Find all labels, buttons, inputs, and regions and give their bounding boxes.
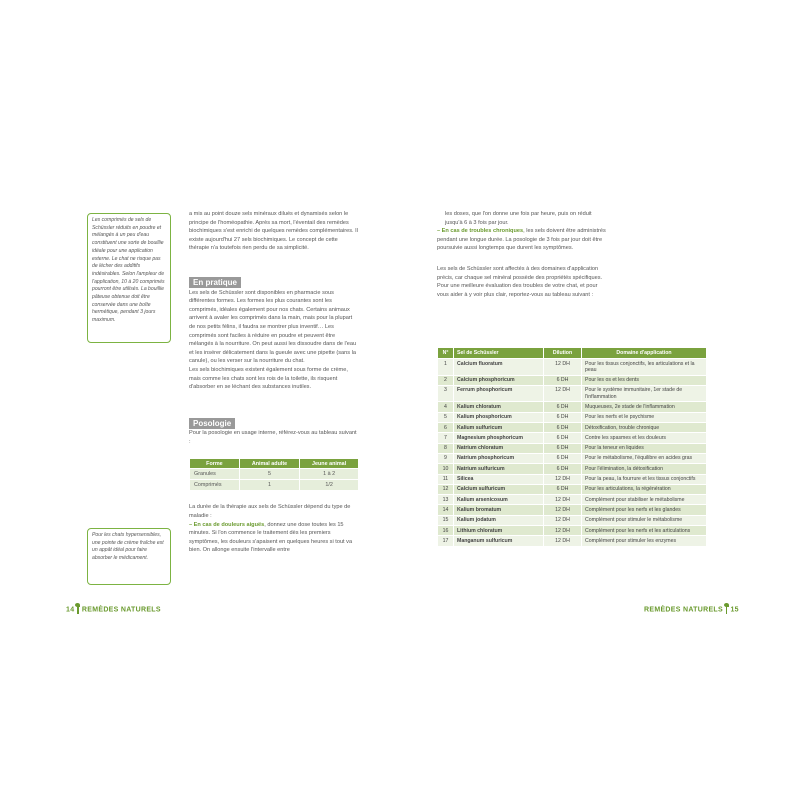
footer-left xyxy=(66,605,161,614)
salts-header-name: Sel de Schüssler xyxy=(454,348,544,359)
table-cell: Pour les articulations, la régénération xyxy=(582,484,707,494)
table-cell: 14 xyxy=(438,505,454,515)
table-cell: 17 xyxy=(438,536,454,546)
heading-posologie: Posologie xyxy=(189,418,235,429)
heading-en-pratique: En pratique xyxy=(189,277,241,288)
bullet-acute xyxy=(189,521,359,555)
table-row xyxy=(438,423,707,433)
table-cell: Kalium phosphoricum xyxy=(454,412,544,422)
table-cell: 9 xyxy=(438,453,454,463)
table-cell: 12 DH xyxy=(544,515,582,525)
table-cell: Kalium chloratum xyxy=(454,402,544,412)
table-cell: 11 xyxy=(438,474,454,484)
leaf-icon xyxy=(726,605,728,614)
table-cell: 3 xyxy=(438,385,454,402)
table-cell: Natrium sulfuricum xyxy=(454,464,544,474)
table-cell: 15 xyxy=(438,515,454,525)
poso-header-adulte: Animal adulte xyxy=(239,459,299,469)
table-cell: 10 xyxy=(438,464,454,474)
salts-header-domain: Domaine d'application xyxy=(582,348,707,359)
table-cell: 6 DH xyxy=(544,464,582,474)
table-cell: 12 DH xyxy=(544,385,582,402)
table-cell: 12 xyxy=(438,484,454,494)
table-cell: Pour le système immunitaire, 1er stade de l'inflammation xyxy=(582,385,707,402)
table-row xyxy=(190,480,359,491)
table-cell: Lithium chloratum xyxy=(454,526,544,536)
table-cell: Pour la peau, la fourrure et les tissus conjonctifs xyxy=(582,474,707,484)
table-cell: Manganum sulfuricum xyxy=(454,536,544,546)
table-cell: Pour la teneur en liquides xyxy=(582,443,707,453)
table-cell: 12 DH xyxy=(544,526,582,536)
table-row xyxy=(438,433,707,443)
table-cell: Complément pour stimuler le métabolisme xyxy=(582,515,707,525)
table-cell: 12 DH xyxy=(544,495,582,505)
bullet-acute-head: – En cas de douleurs aiguës xyxy=(189,521,265,528)
leaf-icon xyxy=(77,605,79,614)
table-cell: Calcium sulfuricum xyxy=(454,484,544,494)
table-row xyxy=(438,526,707,536)
bullet-chronic-head: – En cas de troubles chroniques xyxy=(437,228,524,235)
footer-title-right: REMÈDES NATURELS xyxy=(644,606,723,614)
table-cell: Complément pour stabiliser le métabolisme xyxy=(582,495,707,505)
pratique-paragraph-2: Les sels biochimiques existent également sous forme de crème, mais comme les chats sont les rois de la toilette, ils risquent d'absorber en se léchant des substances inutiles. xyxy=(189,366,348,391)
table-cell: Détoxification, trouble chronique xyxy=(582,423,707,433)
table-cell: 6 DH xyxy=(544,423,582,433)
salts-header-dilution: Dilution xyxy=(544,348,582,359)
table-cell: Pour les tissus conjonctifs, les articulations et la peau xyxy=(582,359,707,376)
table-cell: Ferrum phosphoricum xyxy=(454,385,544,402)
table-row xyxy=(438,505,707,515)
poso-header-jeune: Jeune animal xyxy=(300,459,359,469)
table-cell: 1 xyxy=(438,359,454,376)
table-cell: 5 xyxy=(438,412,454,422)
table-cell: 13 xyxy=(438,495,454,505)
footer-right xyxy=(644,605,739,614)
table-cell: Granules xyxy=(190,469,240,480)
sidebar-note-text: Pour les chats hypersensibles, une pointe de crème fraîche est un appât idéal pour faire absorber le médicament. xyxy=(92,532,164,562)
table-cell: 6 DH xyxy=(544,402,582,412)
table-cell: Magnesium phosphoricum xyxy=(454,433,544,443)
table-row xyxy=(438,495,707,505)
table-cell: Complément pour les nerfs et les glandes xyxy=(582,505,707,515)
duree-intro: La durée de la thérapie aux sels de Schüssler dépend du type de maladie : xyxy=(189,504,351,520)
posologie-intro: Pour la posologie en usage interne, référez-vous au tableau suivant : xyxy=(189,430,357,445)
table-row xyxy=(438,402,707,412)
table-cell: Kalium arsenicosum xyxy=(454,495,544,505)
table-row xyxy=(438,464,707,474)
table-cell: 6 DH xyxy=(544,443,582,453)
table-cell: 12 DH xyxy=(544,505,582,515)
table-cell: Comprimés xyxy=(190,480,240,491)
bullet-chronic-text: , les sels doivent être administrés pendant une longue durée. La posologie de 3 fois par jour doit être poursuivie aussi longtemps que durent les symptômes. xyxy=(437,228,606,252)
pratique-paragraph-1: Les sels de Schüssler sont disponibles en pharmacie sous différentes formes. Les formes les plus courantes sont les comprimés, idéales également pour nos chats. Certains animaux arrivent à avaler les comprimés dans la main, mais pour la plupart de nos petits félins, il faudra se montrer plus inventif… Les comprimés sont faciles à réduire en poudre et peuvent être mélangés à la nourriture. On peut aussi les dissoudre dans de l'eau et les insérer délicatement dans la gueule avec une pipette (sans la canule), ou les verser sur la nourriture du chat. xyxy=(189,289,357,365)
table-cell: Pour le métabolisme, l'équilibre en acides gras xyxy=(582,453,707,463)
table-row xyxy=(438,412,707,422)
table-cell: Kalium sulfuricum xyxy=(454,423,544,433)
footer-title-left: REMÈDES NATURELS xyxy=(81,606,161,614)
table-row xyxy=(438,453,707,463)
page-number-left: 14 xyxy=(66,606,75,614)
table-cell: Kalium jodatum xyxy=(454,515,544,525)
sidebar-note-cream xyxy=(87,528,171,585)
table-row xyxy=(438,359,707,376)
table-cell: Silicea xyxy=(454,474,544,484)
left-column xyxy=(189,210,359,555)
table-row xyxy=(190,469,359,480)
table-row xyxy=(438,385,707,402)
table-cell: Contre les spasmes et les douleurs xyxy=(582,433,707,443)
table-cell: Pour les nerfs et le psychisme xyxy=(582,412,707,422)
table-cell: Muqueuses, 2e stade de l'inflammation xyxy=(582,402,707,412)
table-row xyxy=(438,443,707,453)
table-cell: Complément pour les nerfs et les articulations xyxy=(582,526,707,536)
salts-header-num: N° xyxy=(438,348,454,359)
table-row xyxy=(438,536,707,546)
table-cell: Calcium phosphoricum xyxy=(454,375,544,385)
table-cell: 7 xyxy=(438,433,454,443)
table-row xyxy=(438,474,707,484)
table-row xyxy=(438,375,707,385)
table-cell: 2 xyxy=(438,375,454,385)
page-number-right: 15 xyxy=(730,606,739,614)
continuation-paragraph: les doses, que l'on donne une fois par heure, puis on réduit jusqu'à 6 à 3 fois par jour. xyxy=(445,211,592,226)
table-cell: 12 DH xyxy=(544,359,582,376)
posology-table xyxy=(189,458,359,491)
table-row xyxy=(438,515,707,525)
table-cell: Pour les os et les dents xyxy=(582,375,707,385)
table-cell: 5 xyxy=(239,469,299,480)
table-cell: Kalium bromatum xyxy=(454,505,544,515)
table-cell: Complément pour stimuler les enzymes xyxy=(582,536,707,546)
table-cell: 6 DH xyxy=(544,433,582,443)
poso-header-forme: Forme xyxy=(190,459,240,469)
table-cell: 4 xyxy=(438,402,454,412)
table-cell: Pour l'élimination, la détoxification xyxy=(582,464,707,474)
table-cell: 6 DH xyxy=(544,375,582,385)
table-cell: 6 DH xyxy=(544,412,582,422)
table-cell: 12 DH xyxy=(544,474,582,484)
sidebar-note-powder xyxy=(87,213,171,343)
schussler-salts-table xyxy=(437,347,707,547)
table-cell: 1/2 xyxy=(300,480,359,491)
table-cell: 6 DH xyxy=(544,453,582,463)
right-column-text xyxy=(437,210,609,299)
table-cell: Natrium phosphoricum xyxy=(454,453,544,463)
intro-paragraph: a mis au point douze sels minéraux dilués et dynamisés selon le principe de l'homéopathie. Après sa mort, l'éventail des remèdes biochimiques s'est enrichi de quelques remèdes complémentaires. Il existe aujourd'hui 27 sels biochimiques. Le concept de cette thérapie n'a toutefois rien perdu de sa simplicité. xyxy=(189,211,358,252)
table-cell: 8 xyxy=(438,443,454,453)
table-row xyxy=(438,484,707,494)
table-cell: 1 xyxy=(239,480,299,491)
sidebar-note-text: Les comprimés de sels de Schüssler réduits en poudre et mélangés à un peu d'eau constituent une sorte de bouillie idéale pour une application externe. Le chat ne risque pas de lécher des additifs indésirables. Selon l'ampleur de l'application, 10 à 20 comprimés pourront être utilisés. La bouillie pâteuse obtenue doit être conservée dans une boîte hermétique, pendant 3 jours maximum. xyxy=(92,217,165,324)
table-cell: 6 DH xyxy=(544,484,582,494)
table-cell: 16 xyxy=(438,526,454,536)
table-cell: 12 DH xyxy=(544,536,582,546)
salts-intro-paragraph: Les sels de Schüssler sont affectés à des domaines d'application précis, car chaque sel minéral possède des propriétés spécifiques. Pour une meilleure évaluation des troubles de votre chat, et pour vous aider à y voir plus clair, reportez-vous au tableau suivant : xyxy=(437,265,603,298)
salts-table-body xyxy=(438,359,707,547)
bullet-acute-text: , donnez une dose toutes les 15 minutes. Si l'on commence le traitement dès les premiers symptômes, les douleurs s'apaisent en quelques heures si tout va bien. On allonge ensuite l'intervalle entre xyxy=(189,521,353,554)
table-cell: 6 xyxy=(438,423,454,433)
table-cell: Natrium chloratum xyxy=(454,443,544,453)
table-cell: 1 à 2 xyxy=(300,469,359,480)
bullet-chronic xyxy=(437,227,609,253)
table-cell: Calcium fluoratum xyxy=(454,359,544,376)
